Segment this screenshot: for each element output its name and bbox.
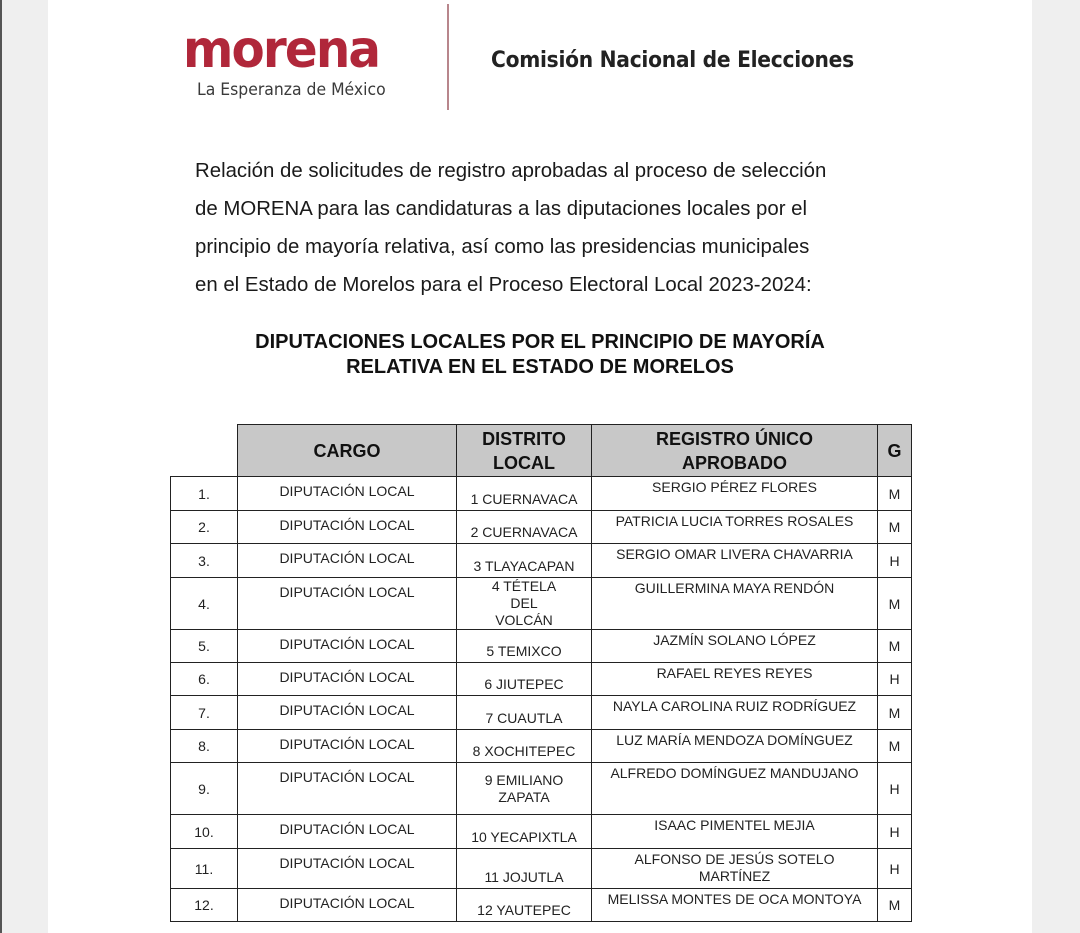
cell-cargo	[237, 662, 457, 696]
distrito-text: 10 YECAPIXTLA	[471, 829, 577, 845]
g-text: M	[888, 897, 901, 913]
cargo-text: DIPUTACIÓN LOCAL	[279, 855, 415, 871]
section-title-line: RELATIVA EN EL ESTADO DE MORELOS	[346, 356, 734, 378]
cell-distrito	[456, 888, 592, 922]
cell-num	[170, 848, 238, 889]
num-text: 8.	[198, 738, 210, 754]
g-text: H	[889, 552, 900, 569]
cargo-text: DIPUTACIÓN LOCAL	[279, 702, 415, 718]
cargo-text: DIPUTACIÓN LOCAL	[279, 669, 415, 685]
cell-cargo	[237, 762, 457, 815]
cell-nombre	[591, 848, 878, 889]
distrito-text: 7 CUAUTLA	[485, 710, 563, 726]
g-text: M	[888, 595, 901, 612]
g-text: H	[889, 780, 900, 797]
cell-distrito	[456, 814, 592, 849]
nombre-text: SERGIO OMAR LIVERA CHAVARRIA	[616, 546, 853, 562]
nombre-text: LUZ MARÍA MENDOZA DOMÍNGUEZ	[616, 732, 853, 748]
nombre-text: GUILLERMINA MAYA RENDÓN	[634, 580, 835, 596]
header-cargo-label: CARGO	[313, 440, 381, 461]
cell-cargo	[237, 888, 457, 922]
cell-num	[170, 762, 238, 815]
cell-nombre	[591, 510, 878, 544]
cell-distrito	[456, 695, 592, 730]
cell-g	[877, 629, 912, 663]
header-distrito-label: DISTRITO	[482, 428, 566, 449]
cargo-text: DIPUTACIÓN LOCAL	[279, 769, 415, 785]
intro-line: principio de mayoría relativa, así como las presidencias municipales	[195, 236, 810, 258]
cell-distrito	[456, 510, 592, 544]
num-text: 7.	[198, 704, 210, 721]
cell-nombre	[591, 629, 878, 663]
cell-g	[877, 577, 912, 630]
cell-distrito	[456, 762, 592, 815]
cell-distrito	[456, 848, 592, 889]
cell-g	[877, 729, 912, 763]
nombre-text: NAYLA CAROLINA RUIZ RODRÍGUEZ	[612, 698, 857, 714]
nombre-text: MELISSA MONTES DE OCA MONTOYA	[607, 891, 862, 907]
nombre-text: PATRICIA LUCIA TORRES ROSALES	[615, 513, 854, 529]
nombre-text: ALFONSO DE JESÚS SOTELO MARTÍNEZ	[634, 851, 835, 884]
cell-nombre	[591, 729, 878, 763]
cell-num	[170, 629, 238, 663]
cell-num	[170, 888, 238, 922]
cell-num	[170, 729, 238, 763]
distrito-text: 6 JIUTEPEC	[484, 676, 564, 692]
cell-nombre	[591, 476, 878, 511]
num-text: 4.	[198, 595, 210, 612]
cell-num	[170, 510, 238, 544]
cell-cargo	[237, 695, 457, 730]
header-genero-label: G	[887, 440, 902, 461]
intro-paragraph	[195, 152, 895, 304]
cell-cargo	[237, 629, 457, 663]
cell-cargo	[237, 814, 457, 849]
cell-distrito	[456, 629, 592, 663]
section-title-line: DIPUTACIONES LOCALES POR EL PRINCIPIO DE MAYORÍA	[255, 331, 825, 353]
nombre-text: RAFAEL REYES REYES	[656, 665, 813, 681]
cell-g	[877, 543, 912, 578]
distrito-text: 5 TEMIXCO	[486, 643, 562, 659]
cell-cargo	[237, 476, 457, 511]
num-text: 10.	[194, 823, 214, 840]
cell-distrito	[456, 543, 592, 578]
distrito-text: 9 EMILIANO ZAPATA	[484, 771, 564, 805]
cell-g	[877, 510, 912, 544]
g-text: M	[888, 704, 901, 721]
header-distrito	[456, 424, 592, 477]
cell-num	[170, 662, 238, 696]
distrito-text: 8 XOCHITEPEC	[472, 743, 576, 759]
cargo-text: DIPUTACIÓN LOCAL	[279, 517, 415, 533]
g-text: M	[888, 738, 901, 754]
num-text: 11.	[194, 860, 214, 877]
cell-num	[170, 814, 238, 849]
document-page	[48, 0, 1032, 933]
cell-distrito	[456, 476, 592, 511]
cell-g	[877, 762, 912, 815]
num-text: 6.	[198, 671, 210, 687]
cell-g	[877, 888, 912, 922]
distrito-text: 1 CUERNAVACA	[470, 491, 578, 507]
cell-g	[877, 662, 912, 696]
cell-nombre	[591, 814, 878, 849]
cell-num	[170, 695, 238, 730]
header-distrito-label: LOCAL	[493, 452, 555, 473]
g-text: H	[889, 823, 900, 840]
intro-line: Relación de solicitudes de registro aprobadas al proceso de selección	[195, 160, 827, 182]
num-text: 2.	[198, 519, 210, 535]
nombre-text: JAZMÍN SOLANO LÓPEZ	[653, 632, 816, 648]
num-text: 1.	[198, 485, 210, 502]
cell-num	[170, 577, 238, 630]
cell-num	[170, 476, 238, 511]
num-text: 5.	[198, 638, 210, 654]
cargo-text: DIPUTACIÓN LOCAL	[279, 550, 415, 566]
g-text: H	[889, 860, 900, 877]
cell-distrito	[456, 577, 592, 630]
cell-nombre	[591, 543, 878, 578]
cell-cargo	[237, 729, 457, 763]
distrito-text: 11 JOJUTLA	[484, 869, 564, 885]
header-cargo	[237, 424, 457, 477]
num-text: 9.	[198, 780, 210, 797]
logo-tagline: La Esperanza de México	[197, 80, 386, 100]
cell-g	[877, 848, 912, 889]
intro-line: en el Estado de Morelos para el Proceso Electoral Local 2023-2024:	[195, 274, 812, 296]
g-text: M	[888, 519, 901, 535]
distrito-text: 12 YAUTEPEC	[477, 902, 571, 918]
cell-nombre	[591, 577, 878, 630]
morena-logo: morena	[183, 20, 380, 80]
cell-distrito	[456, 662, 592, 696]
intro-line: de MORENA para las candidaturas a las diputaciones locales por el	[195, 198, 808, 220]
cell-g	[877, 695, 912, 730]
cell-distrito	[456, 729, 592, 763]
cargo-text: DIPUTACIÓN LOCAL	[279, 821, 415, 837]
organization-name: Comisión Nacional de Elecciones	[491, 48, 854, 73]
cell-nombre	[591, 762, 878, 815]
screen-edge	[0, 0, 2, 933]
header-genero	[877, 424, 912, 477]
nombre-text: ALFREDO DOMÍNGUEZ MANDUJANO	[610, 765, 859, 781]
g-text: H	[889, 671, 900, 687]
nombre-text: SERGIO PÉREZ FLORES	[652, 479, 817, 495]
g-text: M	[888, 638, 901, 654]
header-registro-label: REGISTRO ÚNICO	[655, 428, 813, 449]
nombre-text: ISAAC PIMENTEL MEJIA	[654, 817, 815, 833]
cargo-text: DIPUTACIÓN LOCAL	[279, 584, 415, 600]
section-title	[168, 330, 912, 380]
num-text: 3.	[198, 552, 210, 569]
cargo-text: DIPUTACIÓN LOCAL	[279, 483, 415, 499]
cell-g	[877, 476, 912, 511]
header-divider	[447, 4, 449, 110]
distrito-text: 4 TÉTELA DEL VOLCÁN	[491, 578, 557, 628]
cell-cargo	[237, 543, 457, 578]
cell-cargo	[237, 510, 457, 544]
cell-nombre	[591, 662, 878, 696]
cell-num	[170, 543, 238, 578]
cargo-text: DIPUTACIÓN LOCAL	[279, 736, 415, 752]
cell-nombre	[591, 695, 878, 730]
cell-nombre	[591, 888, 878, 922]
distrito-text: 3 TLAYACAPAN	[473, 558, 575, 574]
num-text: 12.	[194, 897, 214, 913]
cell-cargo	[237, 577, 457, 630]
distrito-text: 2 CUERNAVACA	[470, 524, 578, 540]
cargo-text: DIPUTACIÓN LOCAL	[279, 895, 415, 911]
header-registro	[591, 424, 878, 477]
cell-g	[877, 814, 912, 849]
cell-cargo	[237, 848, 457, 889]
cargo-text: DIPUTACIÓN LOCAL	[279, 636, 415, 652]
header-registro-label: APROBADO	[681, 452, 787, 473]
g-text: M	[888, 485, 901, 502]
